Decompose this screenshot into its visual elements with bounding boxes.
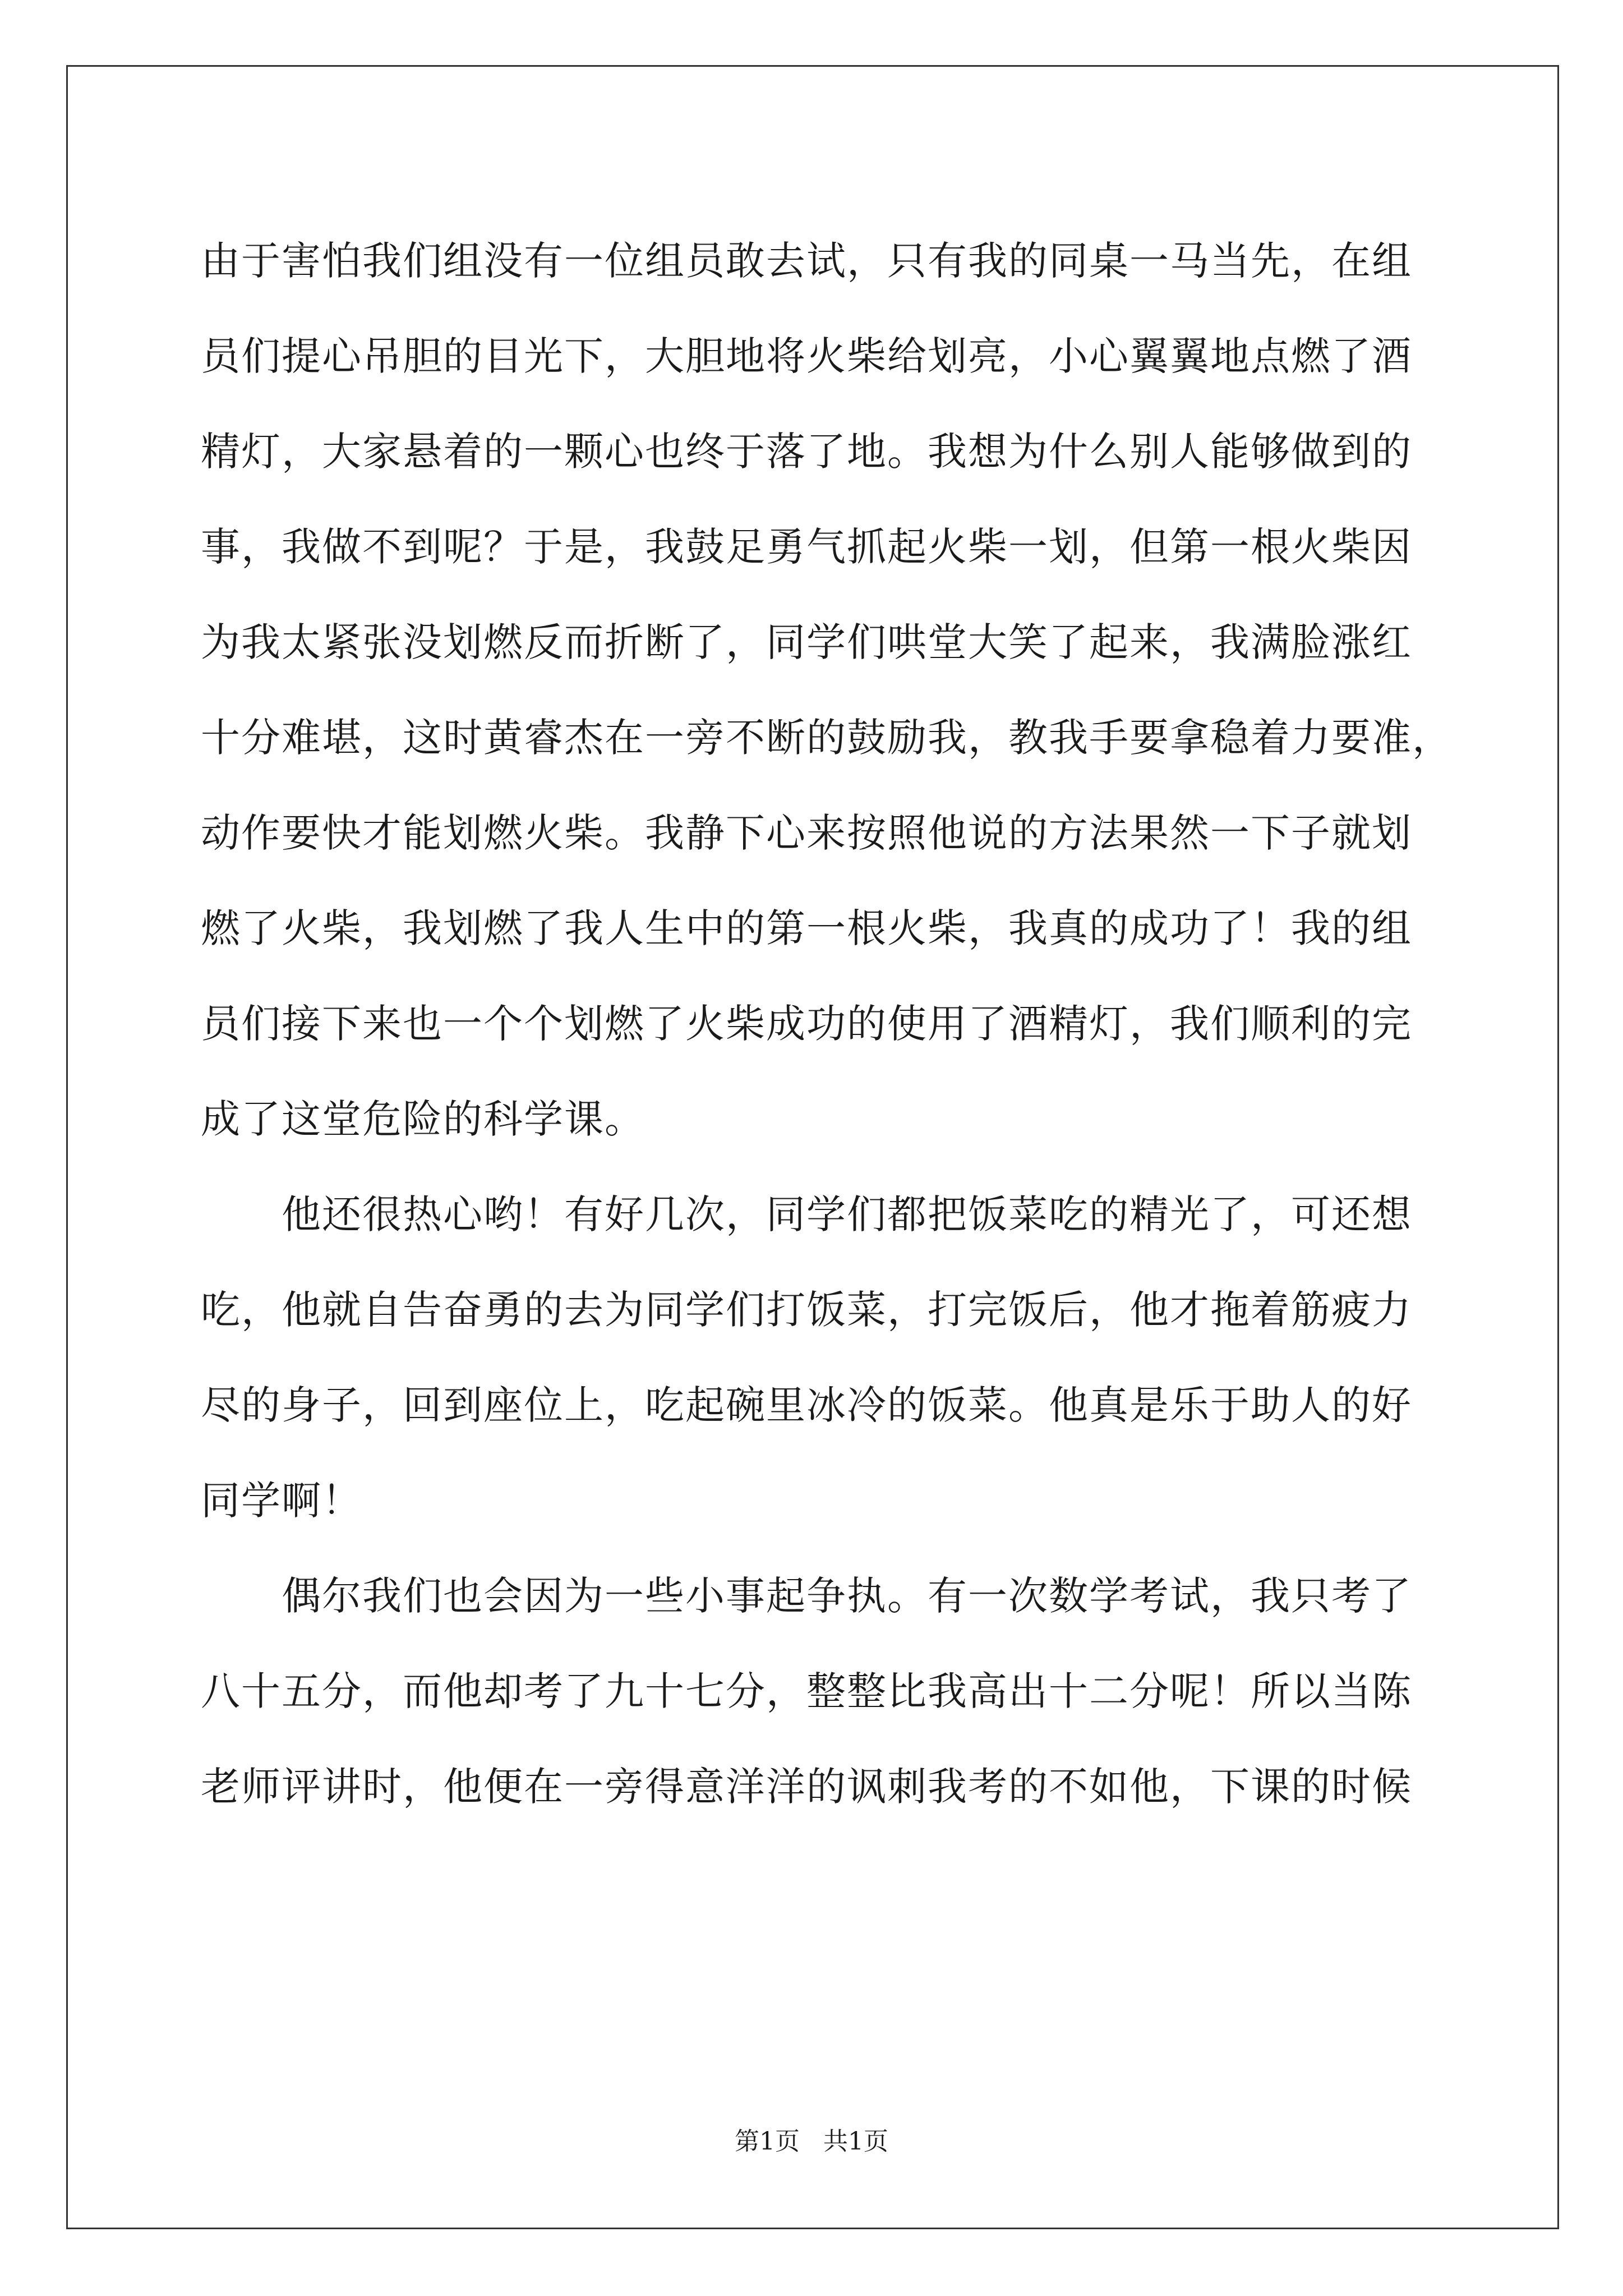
text-line: 员们提心吊胆的目光下，大胆地将火柴给划亮，小心翼翼地点燃了酒 xyxy=(201,333,1412,379)
text-line: 事，我做不到呢？于是，我鼓足勇气抓起火柴一划，但第一根火柴因 xyxy=(201,524,1412,570)
text-line: 八十五分，而他却考了九十七分，整整比我高出十二分呢！所以当陈 xyxy=(201,1668,1412,1714)
text-line: 他还很热心哟！有好几次，同学们都把饭菜吃的精光了，可还想 xyxy=(201,1191,1412,1237)
text-line: 燃了火柴，我划燃了我人生中的第一根火柴，我真的成功了！我的组 xyxy=(201,905,1412,951)
text-line: 同学啊！ xyxy=(201,1478,362,1524)
text-line: 由于害怕我们组没有一位组员敢去试，只有我的同桌一马当先，在组 xyxy=(201,238,1412,284)
text-line: 精灯，大家悬着的一颗心也终于落了地。我想为什么别人能够做到的 xyxy=(201,429,1412,475)
text-line: 老师评讲时，他便在一旁得意洋洋的讽刺我考的不如他，下课的时候 xyxy=(201,1764,1412,1810)
text-line: 动作要快才能划燃火柴。我静下心来按照他说的方法果然一下子就划 xyxy=(201,810,1412,856)
page-footer xyxy=(0,2125,1623,2159)
text-line: 十分难堪，这时黄睿杰在一旁不断的鼓励我，教我手要拿稳着力要准， xyxy=(201,715,1453,761)
text-line: 员们接下来也一个个划燃了火柴成功的使用了酒精灯，我们顺利的完 xyxy=(201,1001,1412,1047)
document-body xyxy=(201,213,1453,1834)
page-number-current: 第1页 xyxy=(735,2127,800,2156)
text-line: 为我太紧张没划燃反而折断了，同学们哄堂大笑了起来，我满脸涨红 xyxy=(201,619,1412,665)
text-line: 偶尔我们也会因为一些小事起争执。有一次数学考试，我只考了 xyxy=(201,1573,1412,1619)
page-number-total: 共1页 xyxy=(823,2127,888,2156)
text-line: 成了这堂危险的科学课。 xyxy=(201,1096,645,1142)
text-line: 吃，他就自告奋勇的去为同学们打饭菜，打完饭后，他才拖着筋疲力 xyxy=(201,1287,1412,1333)
text-line: 尽的身子，回到座位上，吃起碗里冰冷的饭菜。他真是乐于助人的好 xyxy=(201,1382,1412,1428)
